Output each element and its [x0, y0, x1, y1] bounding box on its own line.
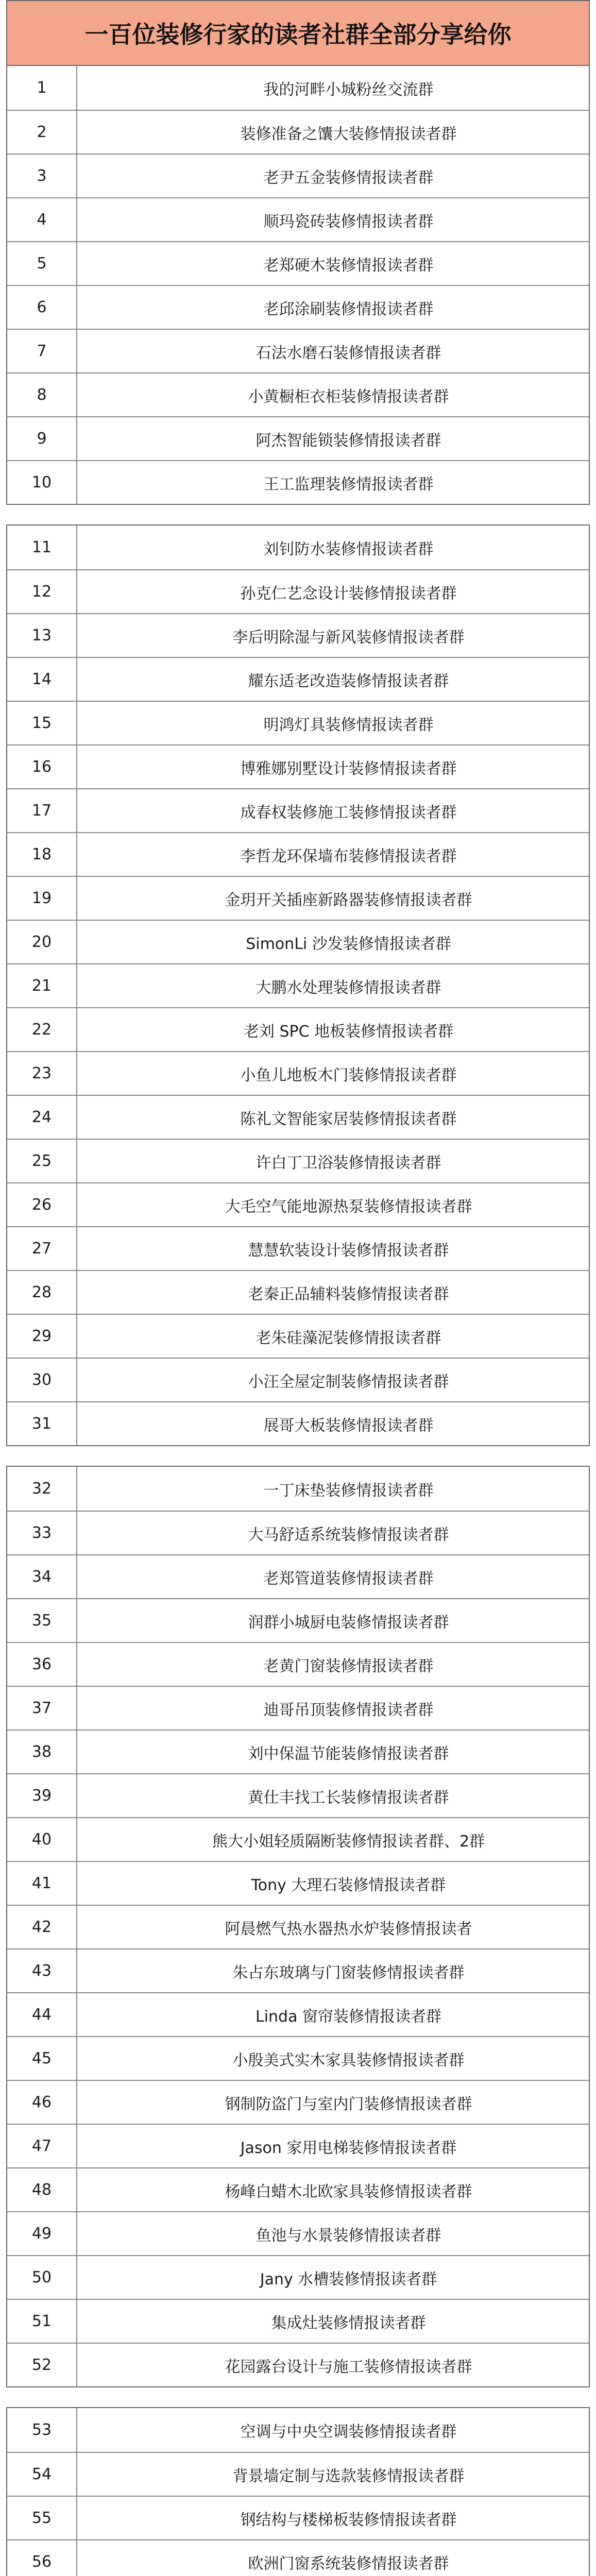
page-title: 一百位装修行家的读者社群全部分享给你 [6, 0, 590, 66]
group-block [6, 1466, 590, 2387]
table-row [7, 1992, 589, 2036]
row-number: 51 [7, 2300, 77, 2343]
table-row [7, 2343, 589, 2386]
group-name: 熊大小姐轻质隔断装修情报读者群、2群 [212, 1832, 485, 1851]
table-row [7, 1773, 589, 1817]
table-row [7, 1182, 589, 1226]
row-number: 10 [7, 461, 77, 504]
group-name: 背景墙定制与选款装修情报读者群 [232, 2467, 465, 2485]
table-row [7, 1598, 589, 1642]
row-number: 27 [7, 1227, 77, 1270]
table-row [7, 1948, 589, 1992]
group-block [6, 2407, 590, 2576]
row-number: 36 [7, 1643, 77, 1686]
table-row [7, 657, 589, 701]
row-number: 2 [7, 111, 77, 154]
row-number: 5 [7, 242, 77, 285]
row-number: 40 [7, 1818, 77, 1861]
group-name: Linda 窗帘装修情报读者群 [255, 2007, 442, 2026]
row-number: 42 [7, 1906, 77, 1948]
table-row [7, 372, 589, 416]
table-row [7, 110, 589, 154]
row-number: 9 [7, 417, 77, 460]
table-row [7, 2124, 589, 2167]
table-row [7, 1861, 589, 1905]
group-name: 杨峰白蜡木北欧家具装修情报读者群 [225, 2182, 472, 2201]
group-name: 刘中保温节能装修情报读者群 [248, 1744, 449, 1763]
row-number: 23 [7, 1052, 77, 1095]
group-name: 金玥开关插座新路器装修情报读者群 [225, 891, 472, 909]
row-number: 11 [7, 526, 77, 569]
row-number: 4 [7, 198, 77, 241]
row-number: 43 [7, 1950, 77, 1992]
table-row [7, 460, 589, 504]
table-row [7, 613, 589, 657]
group-list-sheet [6, 0, 590, 2576]
group-name: 小鱼儿地板木门装修情报读者群 [240, 1066, 457, 1084]
table-row [7, 1467, 589, 1511]
group-name: 孙克仁艺念设计装修情报读者群 [240, 584, 457, 603]
group-name: 王工监理装修情报读者群 [263, 475, 434, 494]
table-row [7, 2080, 589, 2124]
table-row [7, 197, 589, 241]
group-name: 石法水磨石装修情报读者群 [256, 344, 441, 362]
row-number: 17 [7, 789, 77, 832]
group-name: 大马舒适系统装修情报读者群 [248, 1526, 449, 1544]
table-row [7, 2211, 589, 2255]
group-name: 钢制防盗门与室内门装修情报读者群 [225, 2095, 472, 2113]
row-number: 37 [7, 1687, 77, 1730]
group-name: 老郑管道装修情报读者群 [263, 1569, 434, 1588]
table-row [7, 1139, 589, 1182]
group-name: 博雅娜别墅设计装修情报读者群 [240, 759, 457, 778]
table-row [7, 1554, 589, 1598]
group-name: 黄仕丰找工长装修情报读者群 [248, 1788, 449, 1807]
table-row [7, 744, 589, 788]
group-name: 欧洲门窗系统装修情报读者群 [248, 2554, 449, 2573]
group-name: 小黄橱柜衣柜装修情报读者群 [248, 387, 449, 406]
group-name: 老邱涂刷装修情报读者群 [263, 300, 434, 318]
group-name: 老朱硅藻泥装修情报读者群 [256, 1329, 441, 1347]
row-number: 28 [7, 1271, 77, 1314]
group-name: 陈礼文智能家居装修情报读者群 [240, 1110, 457, 1128]
table-row [7, 1511, 589, 1554]
group-name: 李后明除湿与新风装修情报读者群 [232, 628, 465, 647]
group-name: 老尹五金装修情报读者群 [263, 168, 434, 187]
table-row [7, 526, 589, 569]
row-number: 48 [7, 2168, 77, 2211]
group-name: 我的河畔小城粉丝交流群 [263, 80, 434, 99]
table-row [7, 1817, 589, 1861]
table-row [7, 154, 589, 197]
group-name: 老黄门窗装修情报读者群 [263, 1657, 434, 1675]
group-name: Tony 大理石装修情报读者群 [251, 1876, 446, 1894]
row-number: 26 [7, 1183, 77, 1226]
table-row [7, 1270, 589, 1314]
table-row [7, 1358, 589, 1401]
row-number: 13 [7, 614, 77, 657]
group-name: 老秦正品辅料装修情报读者群 [248, 1285, 449, 1303]
row-number: 18 [7, 833, 77, 876]
table-row [7, 1007, 589, 1051]
row-number: 25 [7, 1140, 77, 1182]
table-row [7, 1095, 589, 1139]
group-name: 装修准备之馕大装修情报读者群 [240, 125, 457, 143]
group-name: 耀东适老改造装修情报读者群 [248, 672, 449, 690]
table-row [7, 1314, 589, 1358]
row-number: 6 [7, 286, 77, 329]
group-name: Jason 家用电梯装修情报读者群 [240, 2139, 457, 2157]
group-name: 朱占东玻璃与门窗装修情报读者群 [232, 1963, 465, 1982]
row-number: 31 [7, 1402, 77, 1445]
group-name: 鱼池与水景装修情报读者群 [256, 2226, 441, 2245]
table-row [7, 569, 589, 613]
table-row [7, 2299, 589, 2343]
row-number: 1 [7, 66, 77, 110]
table-row [7, 2539, 589, 2576]
table-row [7, 963, 589, 1007]
row-number: 34 [7, 1555, 77, 1598]
table-row [7, 1642, 589, 1686]
row-number: 46 [7, 2081, 77, 2124]
row-number: 41 [7, 1862, 77, 1905]
table-row [7, 2408, 589, 2452]
group-name: 刘钊防水装修情报读者群 [263, 540, 434, 558]
row-number: 39 [7, 1774, 77, 1817]
table-row [7, 2255, 589, 2299]
row-number: 21 [7, 964, 77, 1007]
table-row [7, 329, 589, 372]
row-number: 35 [7, 1599, 77, 1642]
row-number: 20 [7, 921, 77, 963]
group-name: 许白丁卫浴装修情报读者群 [256, 1154, 441, 1172]
group-block [6, 66, 590, 505]
table-row [7, 285, 589, 329]
group-name: 钢结构与楼梯板装修情报读者群 [240, 2511, 457, 2529]
group-name: 顺玛瓷砖装修情报读者群 [263, 212, 434, 231]
row-number: 49 [7, 2212, 77, 2255]
group-name: 迪哥吊顶装修情报读者群 [263, 1701, 434, 1719]
row-number: 47 [7, 2125, 77, 2167]
group-name: 阿晨燃气热水器热水炉装修情报读者 [225, 1920, 472, 1938]
group-block [6, 524, 590, 1446]
group-name: 展哥大板装修情报读者群 [263, 1416, 434, 1435]
table-row [7, 241, 589, 285]
group-name: 明鸿灯具装修情报读者群 [263, 716, 434, 734]
row-number: 7 [7, 330, 77, 372]
row-number: 56 [7, 2540, 77, 2576]
group-list [6, 66, 590, 2576]
row-number: 45 [7, 2037, 77, 2080]
row-number: 19 [7, 877, 77, 920]
group-name: 成春权装修施工装修情报读者群 [240, 803, 457, 822]
table-row [7, 1401, 589, 1445]
row-number: 38 [7, 1731, 77, 1773]
row-number: 12 [7, 570, 77, 613]
table-row [7, 788, 589, 832]
table-row [7, 2496, 589, 2539]
table-row [7, 1730, 589, 1773]
group-name: 小汪全屋定制装修情报读者群 [248, 1372, 449, 1391]
row-number: 22 [7, 1008, 77, 1051]
group-name: 阿杰智能锁装修情报读者群 [256, 431, 441, 450]
row-number: 15 [7, 702, 77, 744]
table-row [7, 701, 589, 744]
group-name: 花园露台设计与施工装修情报读者群 [225, 2358, 472, 2376]
table-row [7, 66, 589, 110]
row-number: 8 [7, 374, 77, 416]
row-number: 14 [7, 658, 77, 701]
group-name: 李哲龙环保墙布装修情报读者群 [240, 847, 457, 866]
group-name: 一丁床垫装修情报读者群 [263, 1481, 434, 1500]
group-name: 大毛空气能地源热泵装修情报读者群 [225, 1197, 472, 1216]
group-name: 空调与中央空调装修情报读者群 [240, 2422, 457, 2441]
row-number: 53 [7, 2408, 77, 2452]
table-row [7, 1226, 589, 1270]
table-row [7, 2036, 589, 2080]
table-row [7, 1686, 589, 1730]
row-number: 50 [7, 2256, 77, 2299]
table-row [7, 1051, 589, 1095]
row-number: 44 [7, 1993, 77, 2036]
row-number: 30 [7, 1359, 77, 1401]
table-row [7, 1905, 589, 1948]
table-row [7, 2452, 589, 2496]
group-name: 大鹏水处理装修情报读者群 [256, 978, 441, 997]
row-number: 16 [7, 745, 77, 788]
group-name: 润群小城厨电装修情报读者群 [248, 1613, 449, 1632]
group-name: Jany 水槽装修情报读者群 [260, 2270, 437, 2289]
group-name: 集成灶装修情报读者群 [271, 2314, 426, 2332]
row-number: 3 [7, 155, 77, 197]
table-row [7, 876, 589, 920]
table-row [7, 2167, 589, 2211]
group-name: SimonLi 沙发装修情报读者群 [246, 935, 451, 953]
row-number: 32 [7, 1467, 77, 1511]
row-number: 24 [7, 1096, 77, 1139]
row-number: 29 [7, 1315, 77, 1358]
group-name: 小殷美式实木家具装修情报读者群 [232, 2051, 465, 2070]
table-row [7, 416, 589, 460]
row-number: 33 [7, 1512, 77, 1554]
row-number: 54 [7, 2453, 77, 2496]
row-number: 55 [7, 2497, 77, 2539]
table-row [7, 832, 589, 876]
group-name: 慧慧软装设计装修情报读者群 [248, 1241, 449, 1260]
table-row [7, 920, 589, 963]
group-name: 老刘 SPC 地板装修情报读者群 [243, 1022, 454, 1041]
row-number: 52 [7, 2344, 77, 2386]
group-name: 老郑硬木装修情报读者群 [263, 256, 434, 275]
